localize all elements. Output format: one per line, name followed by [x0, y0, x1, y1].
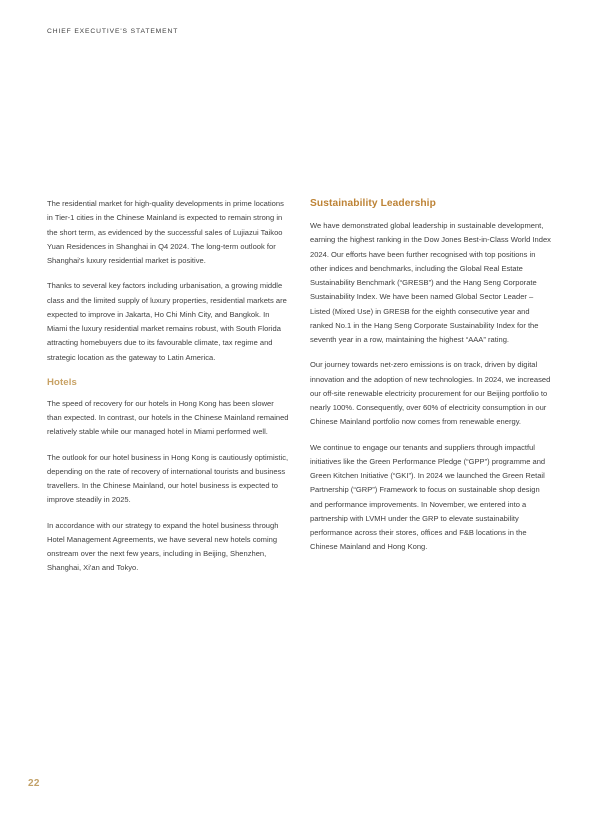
running-header: CHIEF EXECUTIVE'S STATEMENT: [47, 28, 179, 35]
paragraph: Our journey towards net-zero emissions is on track, driven by digital innovation and the adoption of new technologies. In 2024, we increased our off-site renewable electricity procurement for our Beijing portfolio to nearly 100%. Consequently, over 60% of electricity consumption in our Chinese Mainland portfolio now comes from renewable energy.: [310, 360, 551, 427]
paragraph: The outlook for our hotel business in Hong Kong is cautiously optimistic, depending on the rate of recovery of international tourists and business travellers. In the Chinese Mainland, our hotel business is expected to improve steadily in 2025.: [47, 452, 289, 505]
paragraph: The residential market for high-quality developments in prime locations in Tier-1 cities in the Chinese Mainland is expected to remain strong in the short term, as evidenced by the successful sales of Lujiazui Taikoo Yuan Residences in Shanghai in Q4 2024. The long-term outlook for Shanghai's luxury residential market is positive.: [47, 199, 284, 265]
left-column: [47, 197, 289, 576]
two-column-body: [47, 197, 553, 576]
paragraph: We have demonstrated global leadership in sustainable development, earning the highest ranking in the Dow Jones Best-in-Class World Index 2024. Our efforts have been further recognised with top positions in other indices and benchmarks, including the Global Real Estate Sustainability Benchmark (“GRESB”) and the Hang Seng Corporate Sustainability Index. We have been named Global Sector Leader – Listed (Mixed Use) in GRESB for the eighth consecutive year and ranked No.1 in the Hang Seng Corporate Sustainability Index for the seventh year in a row, maintaining the highest “AAA” rating.: [310, 221, 551, 344]
section-heading-sustainability-leadership: Sustainability Leadership: [310, 198, 436, 209]
section-heading-hotels: Hotels: [47, 376, 77, 388]
paragraph: The speed of recovery for our hotels in Hong Kong has been slower than expected. In contrast, our hotels in the Chinese Mainland remained relatively stable while our managed hotel in Miami performed well.: [47, 398, 289, 437]
paragraph: In accordance with our strategy to expand the hotel business through Hotel Management Agreements, we have several new hotels coming onstream over the next few years, including in Beijing, Shenzhen, Shanghai, Xi'an and Tokyo.: [47, 520, 279, 573]
right-column: [310, 197, 552, 555]
page-number: 22: [28, 778, 40, 789]
paragraph: We continue to engage our tenants and suppliers through impactful initiatives like the Green Performance Pledge (“GPP”) programme and Green Kitchen Initiative (“GKI”). In 2024 we launched the Green Retail Partnership (“GRP”) Framework to focus on sustainable shop design and performance improvements. In November, we entered into a partnership with LVMH under the GRP to elevate sustainability performance across their stores, offices and F&B locations in the Chinese Mainland and Hong Kong.: [310, 442, 546, 552]
paragraph: Thanks to several key factors including urbanisation, a growing middle class and the limited supply of luxury properties, residential markets are expected to improve in Jakarta, Ho Chi Minh City, and Bangkok. In Miami the luxury residential market remains robust, with South Florida attracting homebuyers due to its favourable climate, tax regime and strategic location as the gateway to Latin America.: [47, 281, 287, 362]
